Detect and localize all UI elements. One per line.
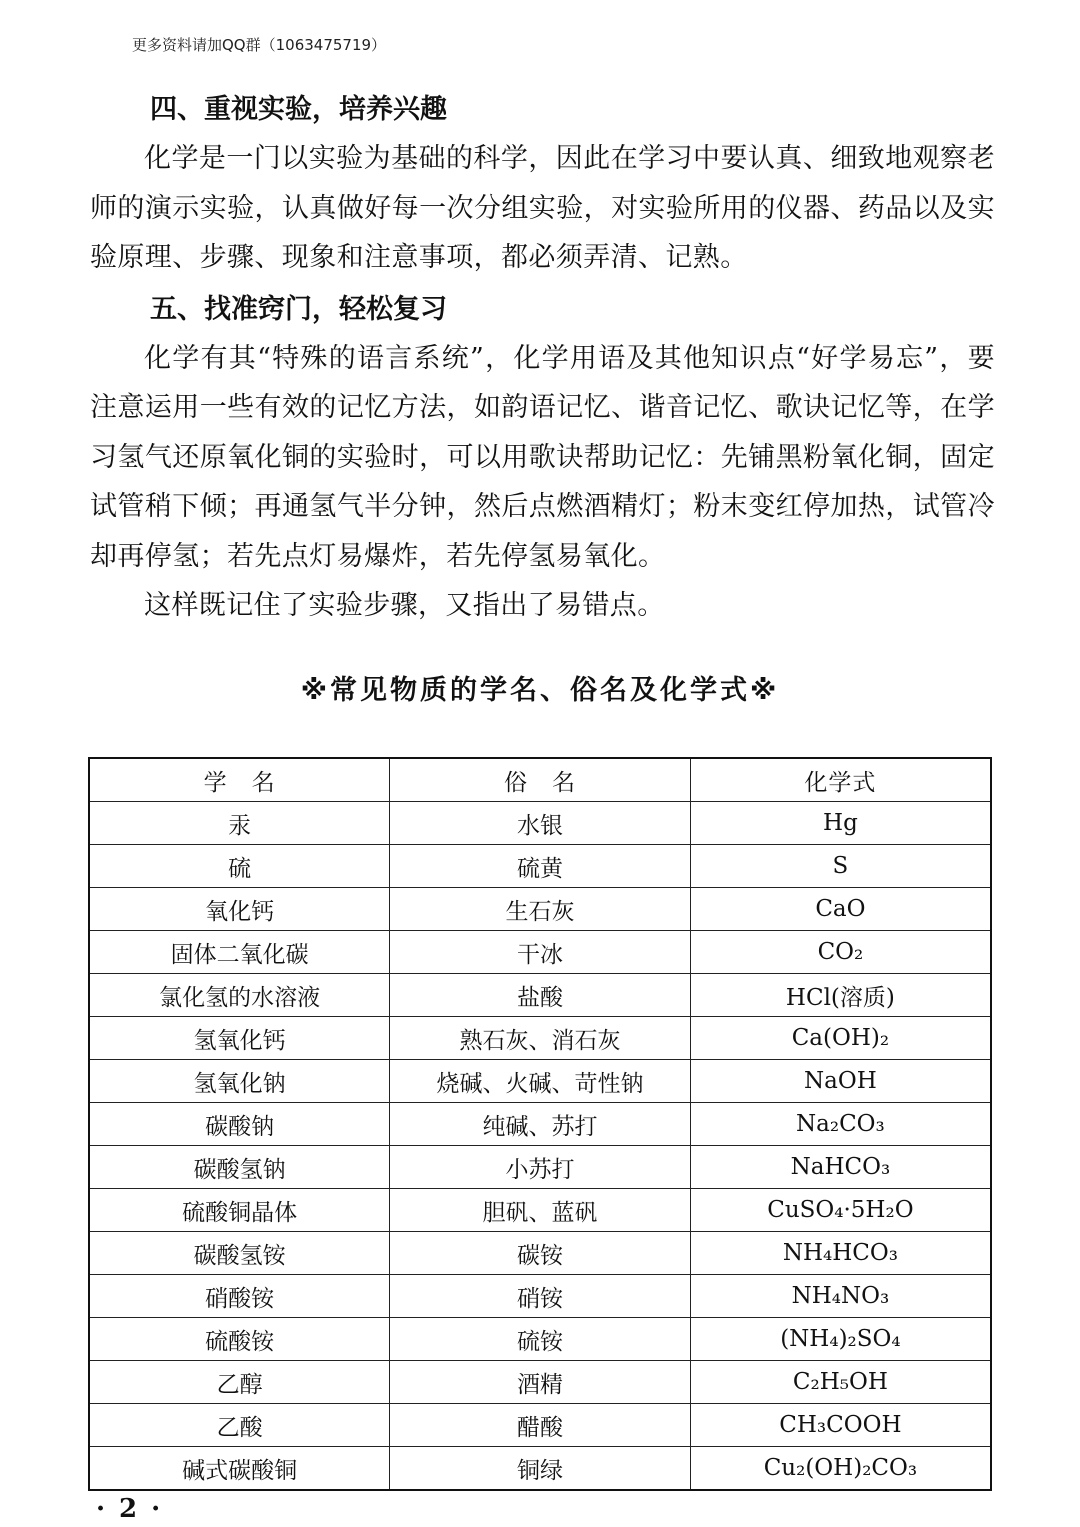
- cell-common-name: 纯碱、苏打: [390, 1103, 691, 1146]
- header-common-name: 俗 名: [390, 758, 691, 802]
- cell-scientific-name: 硝酸铵: [89, 1275, 390, 1318]
- cell-common-name: 生石灰: [390, 888, 691, 931]
- cell-common-name: 硫铵: [390, 1318, 691, 1361]
- cell-chemical-formula: Na₂CO₃: [690, 1103, 991, 1146]
- cell-scientific-name: 乙醇: [89, 1361, 390, 1404]
- header-note: 更多资料请加QQ群（1063475719）: [132, 36, 387, 54]
- cell-chemical-formula: Cu₂(OH)₂CO₃: [690, 1447, 991, 1491]
- cell-chemical-formula: NaOH: [690, 1060, 991, 1103]
- table-row: [89, 1060, 991, 1103]
- cell-scientific-name: 固体二氧化碳: [89, 931, 390, 974]
- cell-chemical-formula: NaHCO₃: [690, 1146, 991, 1189]
- section-heading-5: 五、找准窍门，轻松复习: [150, 293, 447, 325]
- cell-chemical-formula: (NH₄)₂SO₄: [690, 1318, 991, 1361]
- cell-common-name: 铜绿: [390, 1447, 691, 1491]
- table-body: [89, 802, 991, 1491]
- table-title: ※常见物质的学名、俗名及化学式※: [300, 675, 780, 706]
- cell-common-name: 胆矾、蓝矾: [390, 1189, 691, 1232]
- cell-scientific-name: 碱式碳酸铜: [89, 1447, 390, 1491]
- cell-chemical-formula: CaO: [690, 888, 991, 931]
- cell-chemical-formula: CH₃COOH: [690, 1404, 991, 1447]
- cell-common-name: 碳铵: [390, 1232, 691, 1275]
- table-row: [89, 931, 991, 974]
- table-row: [89, 1361, 991, 1404]
- cell-scientific-name: 氧化钙: [89, 888, 390, 931]
- cell-scientific-name: 氢氧化钠: [89, 1060, 390, 1103]
- table-row: [89, 1318, 991, 1361]
- cell-common-name: 盐酸: [390, 974, 691, 1017]
- table-row: [89, 802, 991, 845]
- substance-table-container: [88, 757, 992, 1491]
- table-row: [89, 1103, 991, 1146]
- cell-common-name: 硝铵: [390, 1275, 691, 1318]
- cell-common-name: 硫黄: [390, 845, 691, 888]
- table-row: [89, 1275, 991, 1318]
- section-heading-4: 四、重视实验，培养兴趣: [150, 94, 447, 125]
- table-header-row: [89, 758, 991, 802]
- header-chemical-formula: 化学式: [690, 758, 991, 802]
- cell-chemical-formula: HCl(溶质): [690, 974, 991, 1017]
- cell-chemical-formula: NH₄NO₃: [690, 1275, 991, 1318]
- cell-common-name: 烧碱、火碱、苛性钠: [390, 1060, 691, 1103]
- header-scientific-name: 学 名: [89, 758, 390, 802]
- cell-chemical-formula: CuSO₄·5H₂O: [690, 1189, 991, 1232]
- table-row: [89, 974, 991, 1017]
- table-row: [89, 1232, 991, 1275]
- cell-scientific-name: 碳酸氢钠: [89, 1146, 390, 1189]
- section-5-paragraph-2: 这样既记住了实验步骤，又指出了易错点。: [144, 590, 665, 621]
- cell-chemical-formula: Hg: [690, 802, 991, 845]
- body-text: [90, 85, 995, 631]
- cell-common-name: 水银: [390, 802, 691, 845]
- table-row: [89, 1017, 991, 1060]
- cell-scientific-name: 乙酸: [89, 1404, 390, 1447]
- cell-scientific-name: 氯化氢的水溶液: [89, 974, 390, 1017]
- cell-common-name: 小苏打: [390, 1146, 691, 1189]
- page-number: ·2·: [96, 1494, 175, 1524]
- cell-chemical-formula: C₂H₅OH: [690, 1361, 991, 1404]
- cell-common-name: 熟石灰、消石灰: [390, 1017, 691, 1060]
- cell-chemical-formula: CO₂: [690, 931, 991, 974]
- cell-scientific-name: 碳酸氢铵: [89, 1232, 390, 1275]
- cell-chemical-formula: NH₄HCO₃: [690, 1232, 991, 1275]
- cell-scientific-name: 硫: [89, 845, 390, 888]
- table-row: [89, 1189, 991, 1232]
- table-row: [89, 845, 991, 888]
- cell-common-name: 醋酸: [390, 1404, 691, 1447]
- cell-common-name: 酒精: [390, 1361, 691, 1404]
- table-row: [89, 1447, 991, 1491]
- cell-chemical-formula: Ca(OH)₂: [690, 1017, 991, 1060]
- cell-chemical-formula: S: [690, 845, 991, 888]
- cell-common-name: 干冰: [390, 931, 691, 974]
- cell-scientific-name: 氢氧化钙: [89, 1017, 390, 1060]
- section-5-paragraph-1: 化学有其“特殊的语言系统”，化学用语及其他知识点“好学易忘”，要注意运用一些有效的记忆方法，如韵语记忆、谐音记忆、歌诀记忆等，在学习氢气还原氧化铜的实验时，可以用歌诀帮助记忆：先铺黑粉氧化铜，固定试管稍下倾；再通氢气半分钟，然后点燃酒精灯；粉末变红停加热，试管冷却再停氢；若先点灯易爆炸，若先停氢易氧化。: [90, 342, 995, 572]
- section-4-paragraph: 化学是一门以实验为基础的科学，因此在学习中要认真、细致地观察老师的演示实验，认真做好每一次分组实验，对实验所用的仪器、药品以及实验原理、步骤、现象和注意事项，都必须弄清、记熟。: [90, 143, 995, 273]
- substance-table: [88, 757, 992, 1491]
- cell-scientific-name: 汞: [89, 802, 390, 845]
- cell-scientific-name: 碳酸钠: [89, 1103, 390, 1146]
- cell-scientific-name: 硫酸铜晶体: [89, 1189, 390, 1232]
- table-row: [89, 1404, 991, 1447]
- table-row: [89, 888, 991, 931]
- cell-scientific-name: 硫酸铵: [89, 1318, 390, 1361]
- table-row: [89, 1146, 991, 1189]
